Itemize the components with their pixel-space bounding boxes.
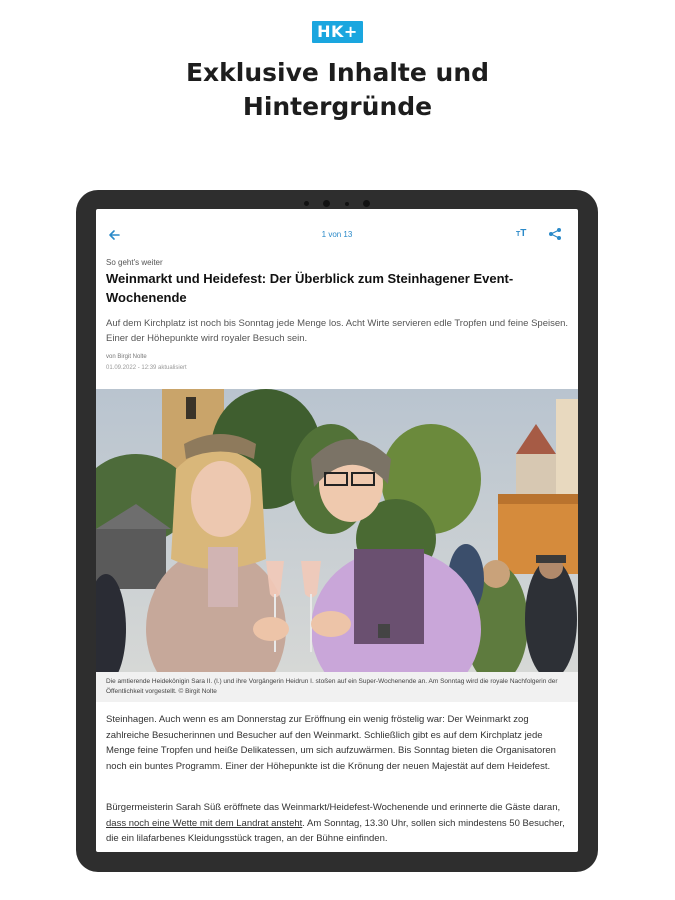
share-icon[interactable] xyxy=(548,227,562,241)
page-headline xyxy=(0,56,675,124)
wette-landrat-link[interactable]: dass noch eine Wette mit dem Landrat ansteht xyxy=(106,817,303,829)
article-teaser: Auf dem Kirchplatz ist noch bis Sonntag jede Menge los. Acht Wirte servieren edle Tropfen und feine Speisen. Einer der Höhepunkte wird royaler Besuch sein. xyxy=(106,318,569,344)
sensor-dot xyxy=(345,202,349,206)
article-photo[interactable] xyxy=(96,389,578,672)
tablet-screen xyxy=(96,209,578,852)
camera-bar xyxy=(76,195,598,205)
camera-dot xyxy=(323,200,330,207)
hk-plus-logo: HK+ xyxy=(312,21,363,43)
tablet-frame xyxy=(76,190,598,872)
text-size-icon[interactable]: TT xyxy=(516,228,527,239)
paragraph-2-start: Bürgermeisterin Sarah Süß eröffnete das Weinmarkt/Heidefest-Wochenende und erinnerte die Gäste daran, xyxy=(106,802,561,813)
paragraph-2-end: . Am Sonntag, 13.30 Uhr, sollen sich mindestens 50 Besucher, die ein lilafarbenes Kleidungsstück tragen, an der Bühne einfinden. xyxy=(106,817,565,844)
camera-dot xyxy=(363,200,370,207)
page-counter: 1 von 13 xyxy=(321,230,353,239)
article-author: von Birgit Nolte xyxy=(106,354,147,360)
headline-line-1: Exklusive Inhalte und xyxy=(185,58,490,87)
article-kicker: So geht's weiter xyxy=(106,258,163,267)
photo-caption: Die amtierende Heidekönigin Sara II. (l.) und ihre Vorgängerin Heidrun I. stoßen auf ein Super-Wochenende an. Am Sonntag wird die royale Nachfolgerin der Öffentlichkeit vorgestellt. © Birgit Nolte xyxy=(96,672,578,702)
article-paragraph-2 xyxy=(106,800,569,847)
headline-line-2: Hintergründe xyxy=(242,92,433,121)
article-title: Weinmarkt und Heidefest: Der Überblick zum Steinhagener Event-Wochenende xyxy=(106,271,514,305)
sensor-dot xyxy=(304,201,309,206)
article-paragraph-1: Steinhagen. Auch wenn es am Donnerstag zur Eröffnung ein wenig fröstelig war: Der Weinmarkt zog zahlreiche Besucherinnen und Besucher auf den Weinmarkt. Schließlich gibt es auf dem Kirchplatz jede Menge feine Tropfen und heiße Delikatessen, um sich aufzuwärmen. Bis Sonntag bieten die Organisatoren noch ein buntes Programm. Einer der Höhepunkte ist die Krönung der neuen Majestät auf dem Heidefest. xyxy=(106,714,556,772)
article-toolbar xyxy=(96,209,578,259)
article-date: 01.09.2022 - 12:39 aktualisiert xyxy=(106,365,187,371)
